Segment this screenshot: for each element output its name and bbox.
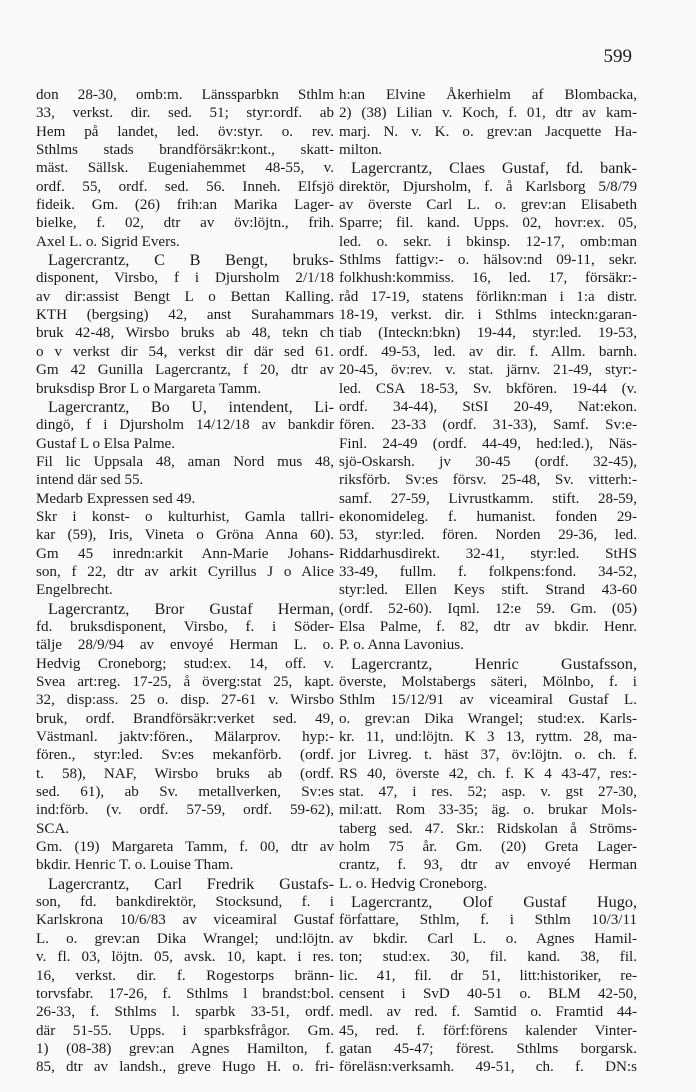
text-line: av överste Carl L. o. grev:an Elisabeth [339, 197, 637, 214]
text-line: av dir:assist Bengt L o Bettan Kalling. [36, 288, 334, 305]
text-line: lic. 41, fil. dr 51, litt:historiker, re- [339, 967, 637, 984]
text-line: ordf. 55, ordf. sed. 56. Inneh. Elfsjö [36, 178, 334, 195]
text-line: disponent, Virsbo, f i Djursholm 2/1/18 [36, 270, 334, 287]
text-line: v. fl. 03, löjtn. 05, avsk. 10, kapt. i res. [36, 949, 334, 966]
entry-heading-line: Lagercrantz, Bror Gustaf Herman, [48, 599, 334, 618]
text-line: överste, Molstabergs säteri, Mölnbo, f. i [339, 674, 637, 690]
text-line: Sparre; fil. kand. Upps. 02, hovr:ex. 05, [339, 215, 637, 232]
text-line: stat. 47, i res. 52; asp. v. gst 27-30, [339, 784, 637, 801]
text-line: Gm. (19) Margareta Tamm, f. 00, dtr av [36, 839, 334, 856]
text-line: 33-49, fullm. f. folkpens:fond. 34-52, [339, 563, 637, 580]
text-line: h:an Elvine Åkerhielm af Blombacka, [339, 87, 637, 103]
text-line: bielke, f. 02, dtr av öv:löjtn., frih. [36, 215, 334, 232]
text-line: sed. 61), ab Sv. metallverken, Sv:es [36, 784, 334, 801]
text-line: 20-45, öv:rev. v. stat. järnv. 21-49, styr:- [339, 362, 637, 379]
text-line: Gm 42 Gunilla Lagercrantz, f 20, dtr av [36, 362, 334, 379]
text-line: Hem på landet, led. öv:styr. o. rev. [36, 123, 334, 140]
text-line: crantz, f. 93, dtr av envoyé Herman [339, 857, 637, 874]
text-line: 33, verkst. dir. sed. 51; styr:ordf. ab [36, 105, 334, 122]
text-line: 53, styr:led. fören. Norden 29-36, led. [339, 527, 637, 544]
text-line: L. o. grev:an Dika Wrangel; und:löjtn. [36, 930, 334, 947]
text-line: tälje 28/9/94 av envoyé Herman L. o. [36, 637, 334, 654]
entry-heading-line: Lagercrantz, Carl Fredrik Gustafs- [48, 874, 334, 893]
text-line: Sthlm 15/12/91 av viceamiral Gustaf L. [339, 692, 637, 709]
text-line: dingö, f i Djursholm 14/12/18 av bankdir [36, 417, 334, 434]
text-line: don 28-30, omb:m. Länssparbkn Sthlm [36, 87, 334, 103]
text-line: torvsfabr. 17-26, f. Sthlms l brandst:bol. [36, 985, 334, 1002]
text-line: samf. 27-59, Livrustkamm. stift. 28-59, [339, 490, 637, 507]
text-line: mil:att. Rom 33-35; äg. o. brukar Mols- [339, 802, 637, 819]
text-line: Engelbrecht. [36, 582, 113, 599]
text-line: Svea art:reg. 17-25, å överg:stat 25, kapt. [36, 674, 334, 690]
text-line: 18-19, verkst. dir. i Sthlms inteckn:garan- [339, 307, 637, 324]
text-line: ton; stud:ex. 30, fil. kand. 38, fil. [339, 949, 637, 966]
text-line: 85, dtr av landsh., greve Hugo H. o. fri- [36, 1059, 334, 1076]
text-line: medl. av red. f. Samtid o. Framtid 44- [339, 1004, 637, 1021]
text-line: där 51-55. Upps. i sparbksfrågor. Gm. [36, 1022, 334, 1039]
text-line: fideik. Gm. (26) frih:an Marika Lager- [36, 197, 334, 214]
text-line: led. o. sekr. i bkinsp. 12-17, omb:man [339, 233, 637, 250]
entry-heading-line: Lagercrantz, Claes Gustaf, fd. bank- [351, 159, 637, 178]
text-line: bkdir. Henric T. o. Louise Tham. [36, 857, 234, 874]
text-line: folkhush:kommiss. 16, led. 17, försäkr:- [339, 270, 637, 287]
text-line: av bkdir. Carl L. o. Agnes Hamil- [339, 930, 637, 947]
text-line: 2) (38) Lilian v. Koch, f. 01, dtr av kam- [339, 105, 637, 122]
text-line: Axel L. o. Sigrid Evers. [36, 233, 180, 250]
text-line: styr:led. Ellen Keys stift. Strand 43-60 [339, 582, 637, 599]
text-line: jor Livreg. t. häst 37, öv:löjtn. o. ch. f. [339, 747, 637, 764]
text-line: P. o. Anna Lavonius. [339, 637, 464, 654]
entry-heading-line: Lagercrantz, Henric Gustafsson, [351, 654, 637, 673]
entry-heading-line: Lagercrantz, Bo U, intendent, Li- [48, 397, 334, 416]
text-line: 26-33, f. Sthlms l. sparbk 33-51, ordf. [36, 1004, 334, 1021]
text-line: tiab (Inteckn:bkn) 19-44, styr:led. 19-53, [339, 325, 637, 342]
text-line: 16, verkst. dir. f. Rogestorps bränn- [36, 967, 334, 984]
text-line: Sthlms stads brandförsäkr:kont., skatt- [36, 142, 334, 159]
text-line: mäst. Sällsk. Eugeniahemmet 48-55, v. [36, 160, 334, 177]
text-line: sjö-Oskarsh. jv 30-45 (ordf. 32-45), [339, 453, 637, 470]
text-line: o. grev:an Dika Wrangel; stud:ex. Karls- [339, 710, 637, 727]
text-line: föreläsn:verksamh. 49-51, ch. f. DN:s [339, 1059, 637, 1076]
text-line: bruk 42-48, Wirsbo bruks ab 48, tekn ch [36, 325, 334, 342]
page-number: 599 [603, 46, 632, 67]
text-line: son, fd. bankdirektör, Stocksund, f. i [36, 894, 334, 911]
text-line: Riddarhusdirekt. 32-41, styr:led. StHS [339, 545, 637, 562]
text-line: son, f 22, dtr av arkit Cyrillus J o Alice [36, 563, 334, 580]
text-line: ind:förb. (v. ordf. 57-59, ordf. 59-62), [36, 802, 334, 819]
text-line: o v verkst dir 54, verkst dir där sed 61. [36, 343, 334, 360]
text-line: Medarb Expressen sed 49. [36, 490, 196, 507]
text-line: direktör, Djursholm, f. å Karlsborg 5/8/79 [339, 178, 637, 195]
text-line: Hedvig Croneborg; stud:ex. 14, off. v. [36, 655, 334, 672]
text-line: 1) (08-38) grev:an Agnes Hamilton, f. [36, 1040, 334, 1057]
text-line: censent i SvD 40-51 o. BLM 42-50, [339, 985, 637, 1002]
entry-heading-line: Lagercrantz, C B Bengt, bruks- [48, 251, 334, 270]
text-line: RS 40, överste 42, ch. f. K 4 43-47, res:- [339, 765, 637, 782]
text-line: Finl. 24-49 (ordf. 44-49, hed:led.), Näs- [339, 435, 637, 452]
text-line: Fil lic Uppsala 48, aman Nord mus 48, [36, 453, 334, 470]
text-line: fören. 23-33 (ordf. 31-33), Samf. Sv:e- [339, 417, 637, 434]
text-line: Sthlms fattigv:- o. hälsov:nd 09-11, sekr. [339, 252, 637, 269]
text-line: fören., styr:led. Sv:es mekanförb. (ordf. [36, 747, 334, 764]
text-line: bruksdisp Bror L o Margareta Tamm. [36, 380, 262, 397]
text-line: Västmanl. jaktv:fören., Mälarprov. hyp:- [36, 729, 334, 746]
left-column [36, 86, 334, 1077]
text-line: författare, Sthlm, f. i Sthlm 10/3/11 [339, 912, 637, 929]
text-line: ordf. 49-53, led. av dir. f. Allm. barnh. [339, 343, 637, 360]
text-line: t. 58), NAF, Wirsbo bruks ab (ordf. [36, 765, 334, 782]
text-line: fd. bruksdisponent, Virsbo, f. i Söder- [36, 618, 334, 635]
right-column [339, 86, 637, 1077]
text-line: gatan 45-47; förest. Sthlms borgarsk. [339, 1040, 637, 1057]
text-line: kr. 11, und:löjtn. K 3 13, ryttm. 28, ma- [339, 729, 637, 746]
text-line: Elsa Palme, f. 82, dtr av bkdir. Henr. [339, 618, 637, 635]
text-line: Gm 45 inredn:arkit Ann-Marie Johans- [36, 545, 334, 562]
text-line: SCA. [36, 820, 70, 837]
text-line: bruk, ordf. Brandförsäkr:verket sed. 49, [36, 710, 334, 727]
text-line: (ordf. 52-60). Iqml. 12:e 59. Gm. (05) [339, 600, 637, 617]
text-line: L. o. Hedvig Croneborg. [339, 875, 488, 892]
text-line: KTH (bergsing) 42, anst Surahammars [36, 307, 334, 324]
text-line: led. CSA 18-53, Sv. bkfören. 19-44 (v. [339, 380, 637, 397]
text-line: intend där sed 55. [36, 472, 144, 489]
text-line: Gustaf L o Elsa Palme. [36, 435, 176, 452]
text-line: taberg sed. 47. Skr.: Ridskolan å Ströms- [339, 820, 637, 837]
text-line: riksförb. Sv:es försv. 25-48, Sv. vitterh:- [339, 472, 637, 489]
text-line: milton. [339, 142, 383, 159]
text-line: ordf. 34-44), StSI 20-49, Nat:ekon. [339, 398, 637, 415]
text-line: råd 17-19, statens förlikn:man i 1:a distr. [339, 288, 637, 305]
text-line: holm 75 år. Gm. (20) Greta Lager- [339, 839, 637, 856]
text-line: 32, disp:ass. 25 o. disp. 27-61 v. Wirsbo [36, 692, 334, 709]
text-line: kar (59), Iris, Vineta o Gröna Anna 60). [36, 527, 334, 544]
text-line: marj. N. v. K. o. grev:an Jacquette Ha- [339, 123, 637, 140]
text-line: 45, red. f. förf:förens kalender Vinter- [339, 1022, 637, 1039]
text-line: ekonomideleg. f. humanist. fonden 29- [339, 508, 637, 525]
text-line: Karlskrona 10/6/83 av viceamiral Gustaf [36, 912, 334, 929]
text-line: Skr i konst- o kulturhist, Gamla tallri- [36, 508, 334, 525]
entry-heading-line: Lagercrantz, Olof Gustaf Hugo, [351, 893, 637, 912]
